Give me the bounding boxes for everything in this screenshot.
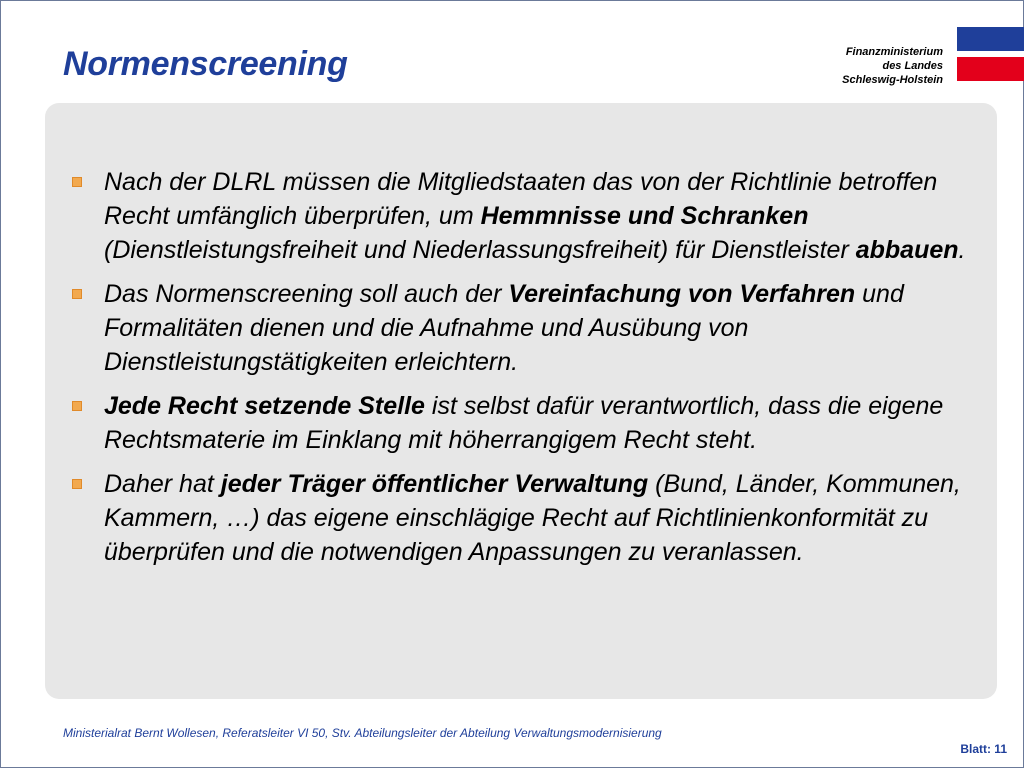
flag-stripe-red xyxy=(957,57,1024,81)
bullet-text: Nach der DLRL müssen die Mitgliedstaaten das von der Richtlinie betroffen Recht umfänglich überprüfen, um xyxy=(104,168,938,230)
ministry-line-3: Schleswig-Holstein xyxy=(842,74,943,86)
square-bullet-icon xyxy=(72,177,82,187)
square-bullet-icon xyxy=(72,401,82,411)
footer-author: Ministerialrat Bernt Wollesen, Referatsleiter VI 50, Stv. Abteilungsleiter der Abteilung Verwaltungsmodernisierung xyxy=(63,726,662,740)
bullet-item xyxy=(71,389,971,457)
bullet-list xyxy=(71,165,971,579)
bullet-emphasis: Hemmnisse und Schranken xyxy=(480,202,809,230)
bullet-item xyxy=(71,165,971,267)
bullet-text: . xyxy=(958,236,966,264)
square-bullet-icon xyxy=(72,289,82,299)
flag-stripe-blue xyxy=(957,27,1024,51)
bullet-text: und Formalitäten dienen und die Aufnahme und Ausübung von Dienstleistungstätigkeiten erleichtern. xyxy=(104,280,904,376)
square-bullet-icon xyxy=(72,479,82,489)
ministry-line-2: des Landes xyxy=(882,60,943,72)
page-number: Blatt: 11 xyxy=(960,742,1007,756)
ministry-line-1: Finanzministerium xyxy=(845,46,943,58)
bullet-item xyxy=(71,277,971,379)
slide-title: Normenscreening xyxy=(63,45,348,83)
bullet-text: Das Normenscreening soll auch der xyxy=(104,280,509,308)
bullet-emphasis: abbauen xyxy=(855,236,959,264)
bullet-text: (Dienstleistungsfreiheit und Niederlassungsfreiheit) für Dienstleister xyxy=(104,236,856,264)
state-flag-logo xyxy=(957,27,1024,83)
bullet-emphasis: jeder Träger öffentlicher Verwaltung xyxy=(220,470,649,498)
bullet-text: Daher hat xyxy=(104,470,221,498)
bullet-text: ist selbst dafür verantwortlich, dass die eigene Rechtsmaterie im Einklang mit höherrangigem Recht steht. xyxy=(104,392,944,454)
ministry-label xyxy=(842,45,943,87)
bullet-text: (Bund, Länder, Kommunen, Kammern, …) das eigene einschlägige Recht auf Richtlinienkonformität zu überprüfen und die notwendigen Anpassungen zu veranlassen. xyxy=(104,470,961,566)
bullet-item xyxy=(71,467,971,569)
bullet-emphasis: Vereinfachung von Verfahren xyxy=(508,280,856,308)
bullet-emphasis: Jede Recht setzende Stelle xyxy=(104,392,425,420)
